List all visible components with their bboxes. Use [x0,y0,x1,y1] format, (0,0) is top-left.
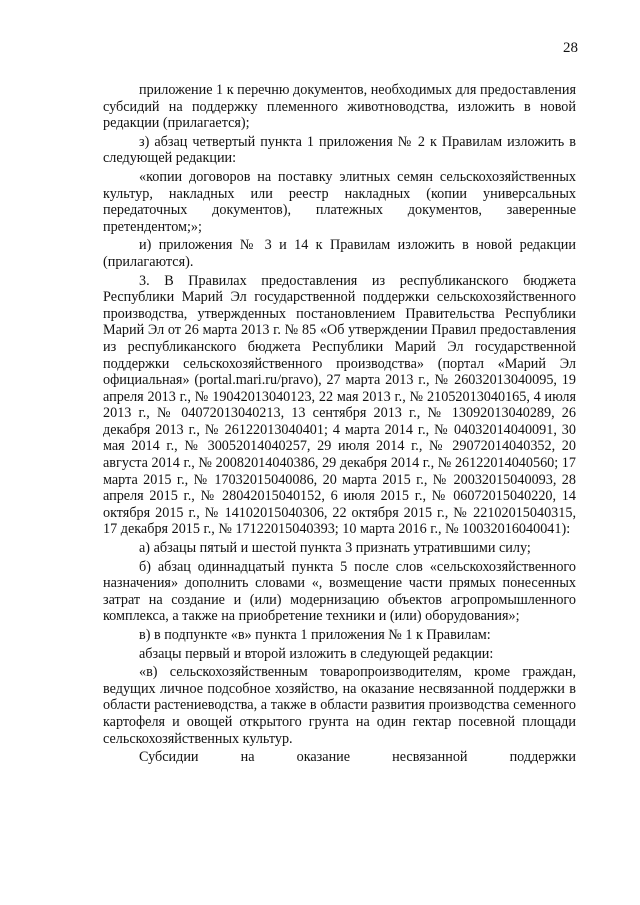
paragraph-quoted-v: «в) сельскохозяйственным товаропроизводителям, кроме граждан, ведущих личное подсобное хозяйство, на оказание несвязанной поддержки в области растениеводства, а также в области развития производства семенного картофеля и овощей открытого грунта на один гектар посевной площади сельскохозяйственных культур. [103,664,576,747]
paragraph-b: б) абзац одиннадцатый пункта 5 после слов «сельскохозяйственного назначения» дополнить словами «, возмещение части прямых понесенных затрат на создание и (или) модернизацию объектов агропромышленного комплекса, а также на приобретение техники и (или) оборудования»; [103,558,576,625]
paragraph-a: а) абзацы пятый и шестой пункта 3 признать утратившими силу; [139,540,531,557]
paragraph-first-second: абзацы первый и второй изложить в следующей редакции: [139,645,494,662]
paragraph-section-3: 3. В Правилах предоставления из республиканского бюджета Республики Марий Эл государственной поддержки сельскохозяйственного производства, утвержденных постановлением Правительства Республики Марий Эл от 26 марта 2013 г. № 85 «Об утверждении Правил предоставления из республиканского бюджета Республики Марий Эл государственной поддержки сельскохозяйственного производства» (портал «Марий Эл официальная» (portal.mari.ru/pravo), 27 марта 2013 г., № 26032013040095, 19 апреля 2013 г., № 19042013040123, 22 мая 2013 г., № 21052013040165, 4 июля 2013 г., № 04072013040213, 13 сентября 2013 г., № 13092013040289, 26 декабря 2013 г., № 26122013040401; 4 марта 2014 г., № 04032014040091, 30 мая 2014 г., № 30052014040257, 29 июля 2014 г., № 29072014040352, 20 августа 2014 г., № 20082014040386, 29 декабря 2014 г., № 26122014040560; 17 марта 2015 г., № 17032015040086, 20 марта 2015 г., № 20032015040093, 28 апреля 2015 г., № 28042015040152, 6 июля 2015 г., № 06072015040220, 14 октября 2015 г., № 14102015040306, 22 октября 2015 г., № 22102015040315, 17 декабря 2015 г., № 17122015040393; 10 марта 2016 г., № 10032016040041): [103,272,576,538]
paragraph-i: и) приложения № 3 и 14 к Правилам изложить в новой редакции (прилагаются). [103,237,576,270]
paragraph-v: в) в подпункте «в» пункта 1 приложения № 1 к Правилам: [139,627,491,643]
paragraph-subsidies: Субсидии на оказание несвязанной поддержки [139,749,576,766]
paragraph-z: з) абзац четвертый пункта 1 приложения № 2 к Правилам изложить в следующей редакции: [103,133,576,167]
document-body [103,82,576,768]
paragraph-seed-copies: «копии договоров на поставку элитных семян сельскохозяйственных культур, накладных или реестр накладных (копии универсальных передаточных документов), платежных документов, заверенные претендентом;»; [103,168,576,235]
paragraph-breeding-appendix: приложение 1 к перечню документов, необходимых для предоставления субсидий на поддержку племенного животноводства, изложить в новой редакции (прилагается); [103,82,576,132]
page-number: 28 [563,40,578,56]
